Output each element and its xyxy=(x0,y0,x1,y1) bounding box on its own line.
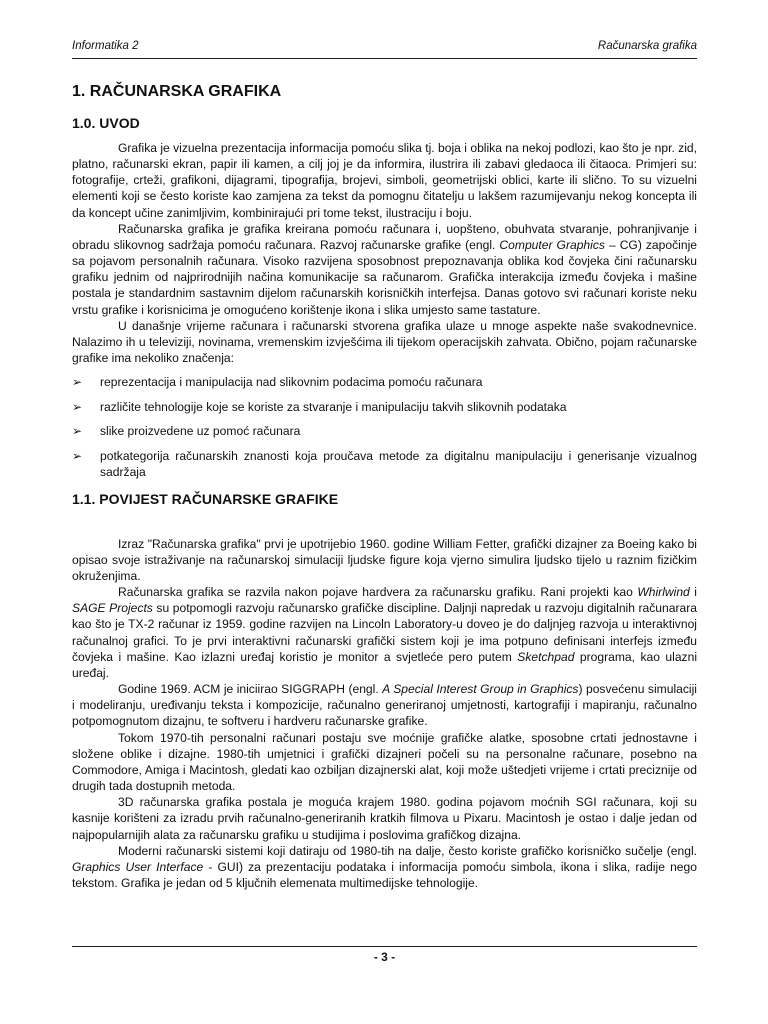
section-title-uvod: 1.0. UVOD xyxy=(72,115,140,131)
paragraph: Moderni računarski sistemi koji datiraju od 1980-tih na dalje, često koriste grafičko korisničko sučelje (engl. Graphics User Interface - GUI) za prezentaciju podataka i informacija pomoću simbola, ikona i slika, radije nego tekstom. Grafika je jedan od 5 ključnih elemenata multimedijske tehnologije. xyxy=(72,843,697,890)
paragraph: Godine 1969. ACM je iniciirao SIGGRAPH (engl. A Special Interest Group in Graphics) posvećenu simulaciji i modeliranju, uređivanju teksta i kompozicije, računalno generiranoj umjetnosti, kartografiji i mapiranju, računalno potpomognutom dizajnu, te softveru i hardveru računarske grafike. xyxy=(72,682,697,729)
arrow-bullet-icon: ➢ xyxy=(72,448,83,463)
list-item: ➢ potkategorija računarskih znanosti koja proučava metode za digitalnu manipulaciju i generisanje vizualnog sadržaja xyxy=(72,448,697,479)
chapter-title: 1. RAČUNARSKA GRAFIKA xyxy=(72,83,282,100)
page-number: - 3 - xyxy=(373,950,396,964)
list-item: ➢ reprezentacija i manipulacija nad slikovnim podacima pomoću računara xyxy=(72,375,483,390)
paragraph: U današnje vrijeme računara i računarski stvorena grafika ulaze u mnoge aspekte naše svakodnevnice. Nalazimo ih u televiziji, novinama, vremenskim izvješćima ili tijekom operacijskih zahvata. Obično, pojam računarske grafike ima nekoliko značenja: xyxy=(72,318,697,366)
page-footer xyxy=(72,946,697,964)
paragraph: Računarska grafika se razvila nakon pojave hardvera za računarsku grafiku. Rani projekti kao Whirlwind i SAGE Projects su potpomogli razvoju računarsko grafičke discipline. Daljnji napredak u razvoju digitalnih računarara kao što je TX-2 računar iz 1959. godine razvijen na Lincoln Laboratory-u doveo je do daljnjeg razvoja u interaktivnoj računalnoj grafici. To je prvi interaktivni računarski grafički sistem koji je ima potpuno definisani interfejs između čovjeka i mašine. Kao izlazni uređaj koristio je monitor a svjetleće pero putem Sketchpad programa, kao ulazni uređaj. xyxy=(72,585,698,680)
page-header xyxy=(72,40,697,59)
paragraph: 3D računarska grafika postala je moguća krajem 1980. godina pojavom moćnih SGI računara, koji su kasnije korišteni za izradu prvih računalno-generiranih kratkih filmova u Pixaru. Macintosh je ostao i dalje jedan od najpopularnijih alata za računarsku grafiku u studijima i poslovima grafičkog dizajna. xyxy=(72,795,697,842)
header-left: Informatika 2 xyxy=(72,40,139,52)
list-item: ➢ različite tehnologije koje se koriste za stvaranje i manipulaciju takvih slikovnih podataka xyxy=(72,399,567,414)
paragraph: Računarska grafika je grafika kreirana pomoću računara i, uopšteno, obuhvata stvaranje, pohranjivanje i obradu slikovnog sadržaja pomoću računara. Razvoj računarske grafike (engl. Computer Graphics – CG) započinje sa pojavom personalnih računara. Visoko razvijena sposobnost prepoznavanja oblika kod čovjeka čini računarsku grafiku jednim od najprirodnijih načina komunikacije sa računarom. Grafička interakcija između čovjeka i mašine postala je standardnim sastavnim dijelom računarskih korisničkih interfejsa. Danas gotovo svi računari koriste neku vrstu grafike i korisnicima je omogućeno korištenje ikona i slika umjesto same tastature. xyxy=(72,221,697,317)
section-title-povijest: 1.1. POVIJEST RAČUNARSKE GRAFIKE xyxy=(72,490,339,507)
bullet-list xyxy=(72,374,697,480)
list-item: ➢ slike proizvedene uz pomoć računara xyxy=(72,424,301,439)
paragraph: Tokom 1970-tih personalni računari postaju sve moćnije grafičke alatke, sposobne crtati jednostavne i složene oblike i dizajne. 1980-tih umjetnici i grafički dizajneri počeli su na personalne računare, posebno na Commodore, Amiga i Macintosh, gledati kao ozbiljan dizajnerski alat, koji može uštedjeti vrijeme i crtati preciznije od drugih tada dostupnih metoda. xyxy=(72,730,697,794)
document-page xyxy=(72,40,697,891)
paragraph: Grafika je vizuelna prezentacija informacija pomoću slika tj. boja i oblika na nekoj podlozi, kao što je npr. zid, platno, računarski ekran, papir ili kamen, a cilj joj je da informira, ilustrira ili zabavi gledaoca ili čitaoca. Primjeri su: fotografije, crteži, grafikoni, dijagrami, tipografija, brojevi, simboli, geometrijski oblici, karte ili slično. To su vizuelni elementi koji se često koriste kao zamjena za tekst da pomognu čitatelju u lakšem razumijevanju nekog koncepta ili da koncept učine zanimljivim, kombinirajući pri tome tekst, ilustraciju i boju. xyxy=(72,141,697,220)
paragraph: Izraz "Računarska grafika" prvi je upotrijebio 1960. godine William Fetter, grafički dizajner za Boeing kako bi opisao svoje istraživanje na računarskoj simulaciji ljudske figure koja vjerno simulira ljudsko tijelo u raznim fizičkim okruženjima. xyxy=(72,536,697,583)
arrow-bullet-icon: ➢ xyxy=(72,375,83,390)
header-right: Računarska grafika xyxy=(597,40,697,52)
arrow-bullet-icon: ➢ xyxy=(72,399,83,414)
arrow-bullet-icon: ➢ xyxy=(72,424,83,439)
